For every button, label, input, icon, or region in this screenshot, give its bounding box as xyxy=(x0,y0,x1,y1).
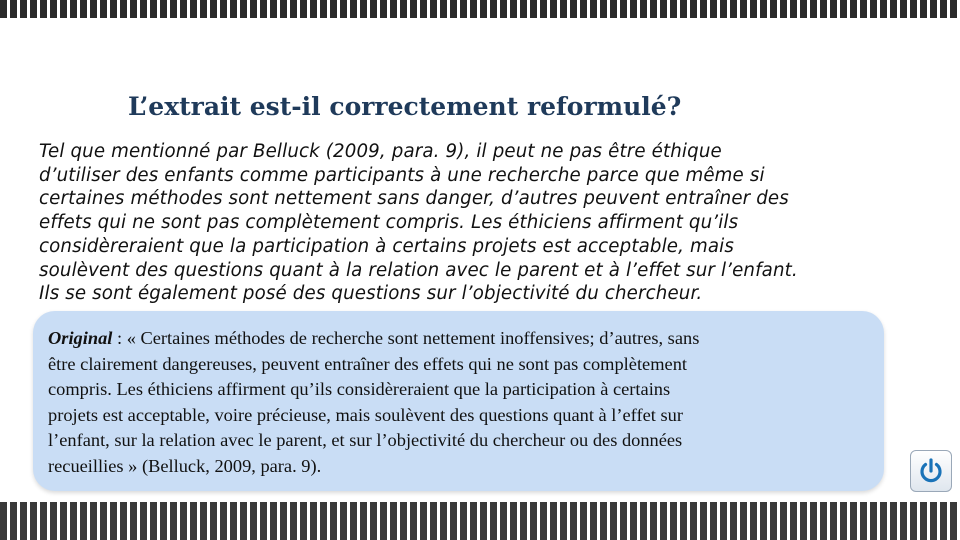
original-line: recueillies » (Belluck, 2009, para. 9). xyxy=(48,455,322,476)
original-label: Original xyxy=(48,328,113,348)
original-line: être clairement dangereuses, peuvent entraîner des effets qui ne sont pas complètement xyxy=(48,353,687,374)
paraphrase-line: effets qui ne sont pas complètement compris. Les éthiciens affirment qu’ils xyxy=(39,212,739,234)
paraphrase-line: Tel que mentionné par Belluck (2009, para. 9), il peut ne pas être éthique xyxy=(39,141,722,162)
paraphrase-line: Ils se sont également posé des questions sur l’objectivité du chercheur. xyxy=(39,283,703,305)
paraphrase-paragraph xyxy=(39,140,919,306)
original-line: compris. Les éthiciens affirment qu’ils considèreraient que la participation à certains xyxy=(48,379,671,399)
original-line: projets est acceptable, voire précieuse, mais soulèvent des questions quant à l’effet sur xyxy=(48,404,683,425)
original-quote-text xyxy=(48,326,868,479)
power-icon xyxy=(916,456,946,486)
original-line: l’enfant, sur la relation avec le parent, et sur l’objectivité du chercheur ou des données xyxy=(48,430,683,450)
slide-title: L’extrait est-il correctement reformulé? xyxy=(128,92,682,121)
paraphrase-line: soulèvent des questions quant à la relation avec le parent et à l’effet sur l’enfant. xyxy=(39,259,798,281)
power-button[interactable] xyxy=(910,450,952,492)
paraphrase-line: certaines méthodes sont nettement sans danger, d’autres peuvent entraîner des xyxy=(39,188,789,210)
original-label-suffix: : « Certaines méthodes de recherche sont nettement inoffensives; d’autres, sans xyxy=(112,328,700,348)
top-stripe-border xyxy=(0,0,960,18)
original-first-line xyxy=(48,326,868,352)
paraphrase-line: considèreraient que la participation à certains projets est acceptable, mais xyxy=(39,235,734,257)
bottom-stripe-border xyxy=(0,502,960,540)
paraphrase-line: d’utiliser des enfants comme participants à une recherche parce que même si xyxy=(39,164,765,186)
